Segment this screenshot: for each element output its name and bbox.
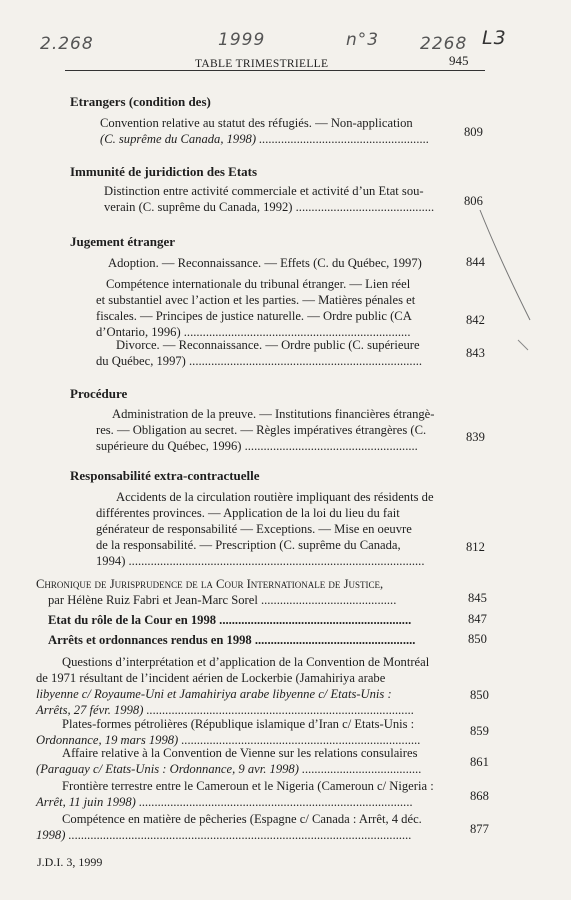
section-heading: Procédure (70, 386, 128, 401)
index-entry (96, 337, 460, 369)
chronicle-title-line: Chronique de Jurisprudence de la Cour Internationale de Justice, (36, 577, 384, 591)
entry-line: (Paraguay c/ Etats-Unis : Ordonnance, 9 avr. 1998) ...................................... (36, 762, 422, 776)
handwritten-mark-left: 2.268 (40, 34, 94, 54)
case-entry (36, 811, 462, 843)
entry-line: d’Ontario, 1996) ........................................................................ (96, 325, 411, 339)
index-entry (104, 183, 460, 215)
entry-line: Convention relative au statut des réfugiés. — Non-application (100, 116, 413, 130)
entry-line: res. — Obligation au secret. — Règles impératives étrangères (C. (96, 423, 427, 437)
running-title: TABLE TRIMESTRIELLE (195, 58, 329, 70)
page-ref: 809 (464, 125, 483, 139)
index-entry (96, 406, 460, 454)
page-ref: 850 (468, 632, 487, 646)
sub-item: Arrêts et ordonnances rendus en 1998 ................................................... (48, 633, 416, 647)
page-ref: 844 (466, 255, 485, 269)
chronicle-authors: par Hélène Ruiz Fabri et Jean-Marc Sorel ........................................... (48, 593, 397, 607)
header-rule (65, 70, 485, 71)
entry-line: 1998) ............................................................................................................. (36, 828, 412, 842)
handwritten-year: 1999 (218, 30, 266, 50)
entry-line: verain (C. suprême du Canada, 1992) ............................................ (104, 200, 435, 214)
pencil-bracket-mark (470, 200, 540, 360)
entry-line: Compétence en matière de pêcheries (Espagne c/ Canada : Arrêt, 4 déc. (62, 812, 422, 826)
entry-line: libyenne c/ Royaume-Uni et Jamahiriya arabe libyenne c/ Etats-Unis : (36, 687, 392, 701)
section-heading: Responsabilité extra-contractuelle (70, 468, 260, 483)
entry-line: Compétence internationale du tribunal étranger. — Lien réel (106, 277, 411, 291)
entry-line: Adoption. — Reconnaissance. — Effets (C. du Québec, 1997) (108, 256, 422, 270)
case-entry (36, 716, 462, 748)
page-ref: 868 (470, 789, 489, 803)
entry-line: de la responsabilité. — Prescription (C. suprême du Canada, (96, 538, 401, 552)
entry-line: du Québec, 1997) .......................................................................... (96, 354, 423, 368)
entry-line: Ordonnance, 19 mars 1998) ............................................................................ (36, 733, 421, 747)
entry-line: Arrêt, 11 juin 1998) ....................................................................................... (36, 795, 413, 809)
case-entry (36, 654, 462, 718)
entry-line: Accidents de la circulation routière impliquant des résidents de (116, 490, 434, 504)
entry-line: différentes provinces. — Application de la loi du lieu du fait (96, 506, 400, 520)
entry-line: (C. suprême du Canada, 1998) ...................................................... (100, 132, 430, 146)
entry-line: Affaire relative à la Convention de Vienne sur les relations consulaires (62, 746, 418, 760)
entry-line: Distinction entre activité commerciale et activité d’un Etat sou- (104, 184, 424, 198)
handwritten-mark-right: 2268 (420, 34, 468, 54)
section-heading: Immunité de juridiction des Etats (70, 164, 258, 179)
index-entry (100, 115, 460, 147)
entry-line: fiscales. — Principes de justice naturelle. — Ordre public (CA (96, 309, 412, 323)
entry-line: Divorce. — Reconnaissance. — Ordre public (C. supérieure (116, 338, 420, 352)
case-entry (36, 745, 462, 777)
handwritten-issue: n°3 (346, 30, 380, 50)
page-ref: 850 (470, 688, 489, 702)
page-ref: 877 (470, 822, 489, 836)
entry-line: Plates-formes pétrolières (République islamique d’Iran c/ Etats-Unis : (62, 717, 415, 731)
entry-line: Questions d’interprétation et d’application de la Convention de Montréal (62, 655, 430, 669)
entry-line: générateur de responsabilité — Exceptions. — Mise en oeuvre (96, 522, 412, 536)
page-ref: 859 (470, 724, 489, 738)
page-ref: 842 (466, 313, 485, 327)
section-heading: Etrangers (condition des) (70, 94, 211, 109)
entry-line: 1994) .............................................................................................. (96, 554, 425, 568)
page-ref: 847 (468, 612, 487, 626)
chronicle-title (36, 576, 462, 608)
entry-line: Arrêts, 27 févr. 1998) ..................................................................................... (36, 703, 415, 717)
page-ref: 812 (466, 540, 485, 554)
handwritten-corner-mark: L3 (482, 27, 507, 49)
entry-line: et substantiel avec l’action et les parties. — Matières pénales et (96, 293, 416, 307)
case-entry (36, 778, 462, 810)
entry-line: Frontière terrestre entre le Cameroun et le Nigeria (Cameroun c/ Nigeria : (62, 779, 434, 793)
page-ref: 806 (464, 194, 483, 208)
sub-item: Etat du rôle de la Cour en 1998 ............................................................. (48, 613, 412, 627)
page-ref: 845 (468, 591, 487, 605)
section-heading: Jugement étranger (70, 234, 176, 249)
page-ref: 843 (466, 346, 485, 360)
index-entry (96, 276, 460, 340)
index-entry (96, 489, 460, 569)
page-ref: 861 (470, 755, 489, 769)
entry-line: supérieure du Québec, 1996) ....................................................... (96, 439, 418, 453)
index-entry (108, 255, 460, 271)
entry-line: Administration de la preuve. — Institutions financières étrangè- (112, 407, 435, 421)
page-number: 945 (449, 53, 469, 68)
page-ref: 839 (466, 430, 485, 444)
journal-footer: J.D.I. 3, 1999 (37, 855, 103, 869)
entry-line: de 1971 résultant de l’incident aérien de Lockerbie (Jamahiriya arabe (36, 671, 386, 685)
